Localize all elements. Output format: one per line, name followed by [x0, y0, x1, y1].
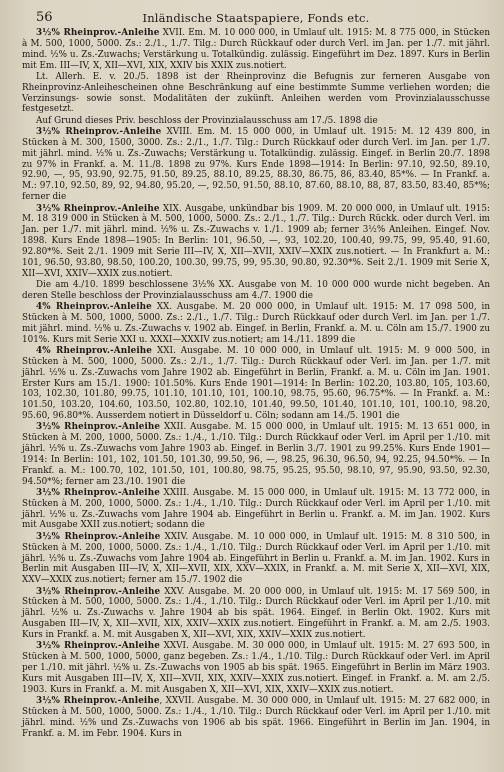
paragraph-text: XIX. Ausgabe, unkündbar bis 1909. M. 20 000 000, in Umlauf ult. 1915: M. 18 319 000 in Stücken à M. 500, 1000, 5000. Zs.: 2./1., 1./7. Tilg.: Durch Rückk. oder durch Verl. im Jan. per 1./7. mit jährl. mind. ½% u. Zs.-Zuwachs v. 1./1. 1909 ab; ferner 3½% Anleihen. Eingef. Nov. 1898. Kurs Ende 1898—1905: In Berlin: 101, 96.50, —, 93, 102.20, 100.40, 99.75, 99, 95.40, 91.60, 92.80*%. Seit 2./1. 1909 mit Serie III—IV, X, XII—XVII, XXIV—XXIX zus.notiert. — In Frankfurt a. M.: 101, 96.50, 93.80, 98.50, 100.20, 100.30, 99.75, 99, 95.30, 90.80, 92.30*%. Seit 2./1. 1909 mit Serie X, XII—XVI, XXIV—XXIX zus.notiert. [22, 203, 490, 279]
page-body [22, 28, 490, 739]
issue-heading: 3½% Rheinprov.-Anleihe [36, 127, 162, 138]
paragraph [22, 302, 490, 345]
paragraph-text: Die am 4./10. 1899 beschlossene 3½% XX. Ausgabe von M. 10 000 000 wurde nicht begeben. An deren Stelle beschloss der Provinzialausschuss am 4./7. 1900 die [22, 279, 490, 301]
issue-heading: 3½% Rheinprov.-Anleihe [36, 695, 160, 706]
paragraph-text: XXI. Ausgabe. M. 10 000 000, in Umlauf ult. 1915: M. 9 000 500, in Stücken à M. 500, 1000, 5000. Zs.: 2./1., 1./7. Tilg.: Durch Rückkauf oder Verl. im Jan. per 1./7. mit jährl. ½% u. Zs.-Zuwachs vom Jahre 1902 ab. Eingeführt in Berlin, Frankf. a. M. u. Cöln im Jan. 1901. Erster Kurs am 15./1. 1900: 101.50%. Kurs Ende 1901—1914: In Berlin: 102.20, 103.80, 105, 103.60, 103, 102.30, 101.80, 99.75, 101.10, 101.10, 101, 100.10, 98.75, 95.60, 96.75*%. — In Frankf. a. M.: 101.50, 103.20, 104.60, 103.50, 102.80, 102.10, 101.40, 99.50, 101.40, 101.10, 101, 100.10, 98.20, 95.60, 96.80*%. Ausserdem notiert in Düsseldorf u. Cöln; sodann am 14./5. 1901 die [22, 345, 490, 422]
issue-heading: 4% Rheinprov.-Anleihe [36, 302, 152, 313]
paragraph [22, 28, 490, 71]
paragraph [22, 346, 490, 422]
issue-heading: 3½% Rheinprov.-Anleihe [36, 531, 161, 542]
paragraph [22, 72, 490, 115]
paragraph-text: XXIII. Ausgabe. M. 15 000 000, in Umlauf ult. 1915: M. 13 772 000, in Stücken à M. 200, 1000, 5000. Zs.: 1./4., 1./10. Tilg.: Durch Rückkauf oder Verl. im April per 1./10. mit jährl. ½% u. Zs.-Zuwachs vom Jahre 1904 ab. Eingeführt in Berlin u. Frankf. a. M. im Jan. 1902. Kurs mit Ausgabe XXII zus.notiert; sodann die [22, 487, 491, 531]
paragraph [22, 280, 490, 302]
page-number: 56 [36, 10, 53, 25]
paragraph [22, 116, 490, 127]
paragraph [22, 488, 490, 531]
paragraph-text: XXVI. Ausgabe. M. 30 000 000, in Umlauf ult. 1915: M. 27 693 500, in Stücken à M. 500, 1000, 5000, ganz begeben. Zs.: 1./4., 1./10. Tilg.: Durch Rückkauf oder Verl. im April per 1./10. mit jährl. ½% u. Zs.-Zuwachs von 1905 ab bis spät. 1965. Eingeführt in Berlin im März 1903. Kurs mit Ausgaben III—IV, X, XII—XVII, XIX, XXIV—XXIX zus.notiert. Eingef. in Frankf. a. M. am 2./5. 1903. Kurs in Frankf. a. M. mit Ausgaben X, XII—XVI, XIX, XXIV—XXIX zus.notiert. [22, 641, 490, 695]
paragraph-text: Auf Grund dieses Priv. beschloss der Provinzialausschuss am 17./5. 1898 die [36, 115, 378, 126]
issue-heading: 3½% Rheinprov.-Anleihe [36, 422, 161, 433]
page-header [22, 8, 490, 28]
issue-heading: 3½% Rheinprov.-Anleihe [36, 487, 160, 498]
paragraph [22, 696, 490, 739]
issue-heading: 3½% Rheinprov.-Anleihe [36, 28, 160, 38]
paragraph-text: XXIV. Ausgabe. M. 10 000 000, in Umlauf ult. 1915: M. 8 310 500, in Stücken à M. 200, 1000, 5000. Zs.: 1./4., 1./10. Tilg.: Durch Rückkauf oder Verl. im April per 1./10. mit jährl. ½% u. Zs.-Zuwachs vom Jahre 1904 ab. Eingeführt in Berlin u. Frankf. a. M. im Jan. 1902. Kurs in Berlin mit Ausgaben III—IV, X, XII—XVII, XIX, XXV—XXIX, in Frankf. a. M. mit Serie X, XII—XVI, XIX, XXV—XXIX zus.notiert; ferner am 15./7. 1902 die [22, 531, 491, 586]
paragraph-text: XXV. Ausgabe. M. 20 000 000, in Umlauf ult. 1915: M. 17 569 500, in Stücken à M. 500, 1000, 5000. Zs.: 1./4., 1./10. Tilg.: Durch Rückkauf oder Verl. im April per 1./10. mit jährl. ½% u. Zs.-Zuwachs v. Jahre 1904 ab bis spät. 1964. Eingef. in Berlin Okt. 1902. Kurs mit Ausgaben III—IV, X, XII—XVII, XIX, XXIV—XXIX zus.notiert. Eingeführt in Frankf. a. M. am 2./5. 1903. Kurs in Frankf. a. M. mit Ausgaben X, XII—XVI, XIX, XXIV—XXIX zus.notiert. [22, 586, 490, 640]
issue-heading: 4% Rheinprov.-Anleihe [36, 345, 152, 356]
paragraph-text: XXII. Ausgabe. M. 15 000 000, in Umlauf ult. 1915: M. 13 651 000, in Stücken à M. 200, 1000, 5000. Zs.: 1./4., 1./10. Tilg.: Durch Rückkauf oder Verl. im April per 1./10. mit jährl. ½% u. Zs.-Zuwachs vom Jahre 1903 ab. Eingef. in Berlin 3./7. 1901 zu 99.25%. Kurs Ende 1901—1914: In Berlin: 101, 102, 101.50, 101.30, 99.50, 96, —, 98.25, 96.30, 96.50, 94, 92.25, 94.50*%. — In Frankf. a. M.: 100.70, 102, 101.50, 101, 100.80, 98.75, 95.25, 95.50, 98.10, 97, 95.90, 93.50, 92.30, 94.50*%; ferner am 23./10. 1901 die [22, 422, 490, 487]
paragraph [22, 204, 490, 280]
paragraph [22, 422, 490, 487]
paragraph [22, 587, 490, 641]
issue-heading: 3½% Rheinprov.-Anleihe [36, 203, 160, 214]
paragraph-text: XVIII. Em. M. 15 000 000, in Umlauf ult. 1915: M. 12 439 800, in Stücken à M. 300, 1500, 3000. Zs.: 2./1., 1./7. Tilg.: Durch Rückkauf oder durch Verl. im Jan. per 1./7. mit jährl. mind. ½% u. Zs.-Zuwachs; Verstärkung u. Totalkündig. zulässig. Eingef. in Berlin 20./7. 1898 zu 97% in Frankf. a. M. 11./8. 1898 zu 97%. Kurs Ende 1898—1914: In Berlin: 97.10, 92.50, 89.10, 92.90, —, 95, 93.90, 92.75, 91.50, 89.25, 88.10, 89.25, 88.30, 86.75, 86, 83.40, 85*%. — In Frankf. a. M.: 97.10, 92.50, 89, 92, 94.80, 95.20, —, 92.50, 91.50, 88.10, 87.60, 88.10, 88, 87, 83.50, 83.40, 85*%; ferner die [22, 127, 490, 203]
issue-heading: 3½% Rheinprov.-Anleihe [36, 641, 160, 652]
paragraph [22, 127, 490, 203]
paragraph-text: XX. Ausgabe. M. 20 000 000, in Umlauf ult. 1915: M. 17 098 500, in Stücken à M. 500, 1000, 5000. Zs.: 2./1., 1./7. Tilg.: Durch Rückkauf oder durch Verl. im Jan. per 1./7. mit jährl. mind. ½% u. Zs.-Zuwachs v. 1902 ab. Eingef. in Berlin, Frankf. a. M. u. Cöln am 15./7. 1900 zu 101%. Kurs mit Serie XXI u. XXXI—XXXIV zus.notiert; am 14./11. 1899 die [22, 302, 490, 345]
paragraph [22, 532, 490, 586]
paragraph-text: XVII. Em. M. 10 000 000, in Umlauf ult. 1915: M. 8 775 000, in Stücken à M. 500, 1000, 5000. Zs.: 2./1., 1./7. Tilg.: Durch Rückkauf oder durch Verl. im Jan. per 1./7. mit jährl. mind. ½% u. Zs.-Zuwachs; Verstärkung u. Totalkündig. zulässig. Eingeführt im Dez. 1897. Kurs in Berlin mit Em. III—IV, X, XII—XVI, XIX, XXIV bis XXIX zus.notiert. [22, 28, 490, 71]
paragraph-text: Lt. Allerh. E. v. 20./5. 1898 ist der Rheinprovinz die Befugnis zur ferneren Ausgabe von Rheinprovinz-Anleihescheinen ohne Beschränkung auf eine bestimmte Summe verliehen worden; die Verzinsungs- sowie sonst. Modalitäten der zukünft. Anleihen werden vom Provinzialausschusse festgesetzt. [22, 71, 490, 115]
running-head: Inländische Staatspapiere, Fonds etc. [142, 11, 370, 25]
paragraph-text: , XXVII. Ausgabe. M. 30 000 000, in Umlauf ult. 1915: M. 27 682 000, in Stücken à M. 500, 1000, 5000. Zs.: 1./4., 1./10. Tilg.: Durch Rückkauf oder Verl. im April per 1./10. mit jährl. mind. ½% und Zs.-Zuwachs von 1906 ab bis spät. 1966. Eingeführt in Berlin im Jan. 1904, in Frankf. a. M. im Febr. 1904. Kurs in [22, 695, 490, 739]
paragraph [22, 641, 490, 695]
issue-heading: 3½% Rheinprov.-Anleihe [36, 586, 161, 597]
